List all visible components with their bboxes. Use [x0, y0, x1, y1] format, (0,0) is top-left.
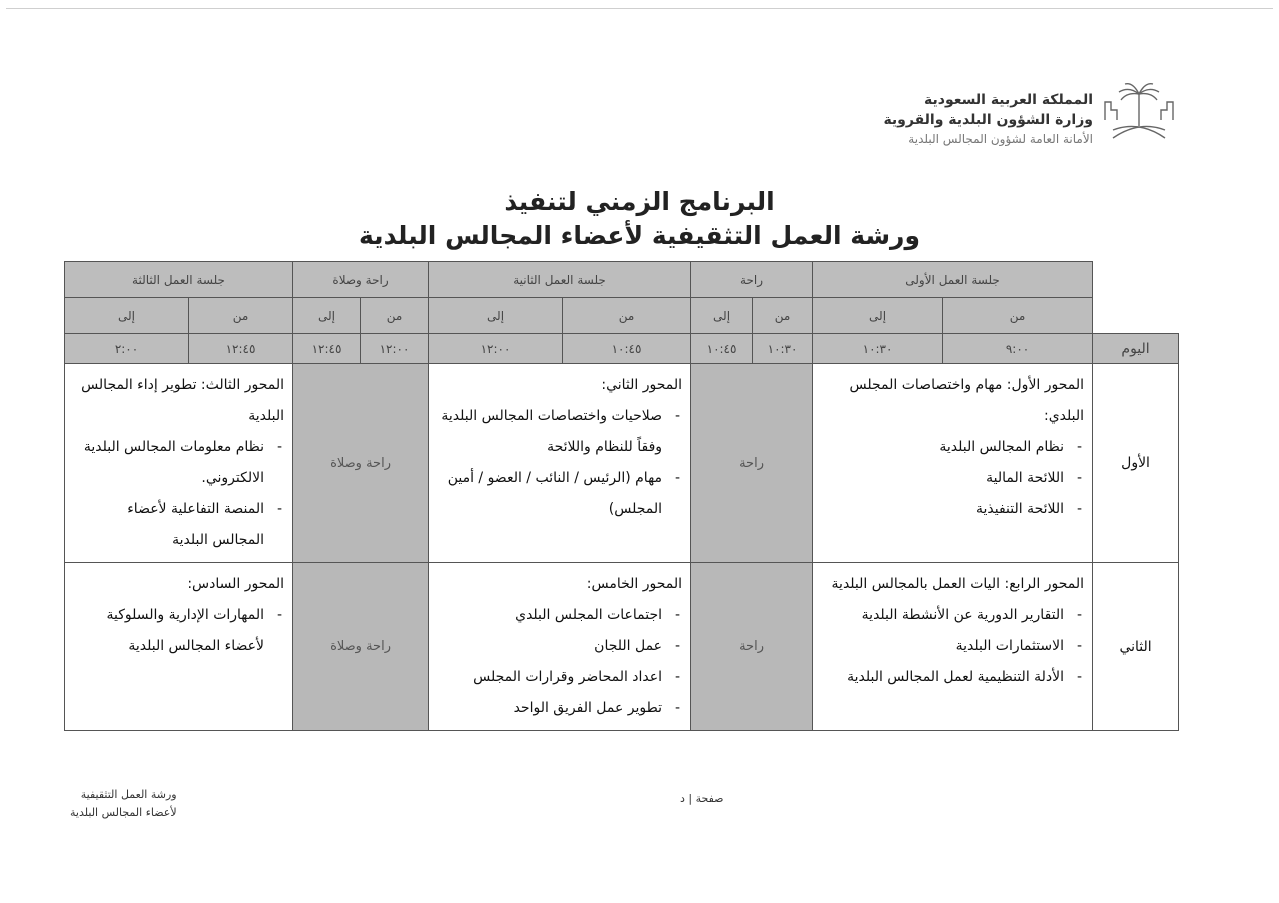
axis-title: المحور الرابع: اليات العمل بالمجالس البلدية	[831, 576, 1085, 592]
list-item: - مهام (الرئيس / النائب / العضو / أمين المجلس)	[437, 463, 662, 525]
session-1-cell	[813, 364, 1093, 563]
break-cell: راحة	[691, 364, 813, 563]
break-cell: راحة	[691, 563, 813, 731]
header-from: من	[361, 298, 429, 334]
session-3-cell	[65, 364, 293, 563]
footer-line-2: لأعضاء المجالس البلدية	[70, 806, 177, 819]
page-title	[0, 185, 1279, 253]
time-s1-from: ٩:٠٠	[943, 334, 1093, 364]
list-item: - المهارات الإدارية والسلوكية لأعضاء المجالس البلدية	[73, 600, 264, 662]
list-item: - اللائحة المالية	[821, 463, 1064, 494]
session-1-cell	[813, 563, 1093, 731]
list-item: - عمل اللجان	[437, 631, 662, 662]
table-row	[65, 364, 1179, 563]
header-session-3: جلسة العمل الثالثة	[65, 262, 293, 298]
time-s3-from: ١٢:٤٥	[189, 334, 293, 364]
top-rule	[6, 8, 1273, 9]
axis-title: المحور الثالث: تطوير إداء المجالس البلدية	[81, 377, 285, 424]
title-line-1: البرنامج الزمني لتنفيذ	[504, 187, 775, 216]
list-item: - نظام المجالس البلدية	[821, 432, 1064, 463]
day-label: الأول	[1093, 364, 1179, 563]
list-item: - اللائحة التنفيذية	[821, 494, 1064, 525]
header-day: اليوم	[1093, 334, 1179, 364]
prayer-break-cell: راحة وصلاة	[293, 563, 429, 731]
footer-workshop-name	[70, 786, 177, 822]
header-to: إلى	[691, 298, 753, 334]
axis-title: المحور الأول: مهام واختصاصات المجلس البلدي:	[849, 377, 1085, 424]
letterhead	[859, 80, 1179, 150]
time-b2-to: ١٢:٤٥	[293, 334, 361, 364]
header-from: من	[563, 298, 691, 334]
org-ministry: وزارة الشؤون البلدية والقروية	[883, 112, 1093, 128]
axis-title: المحور الثاني:	[601, 377, 683, 393]
header-session-1: جلسة العمل الأولى	[813, 262, 1093, 298]
blank-cell	[1093, 298, 1179, 334]
day-label: الثاني	[1093, 563, 1179, 731]
header-to: إلى	[65, 298, 189, 334]
session-3-cell	[65, 563, 293, 731]
footer-line-1: ورشة العمل التثقيفية	[80, 788, 177, 801]
time-b1-to: ١٠:٤٥	[691, 334, 753, 364]
prayer-break-cell: راحة وصلاة	[293, 364, 429, 563]
list-item: - الأدلة التنظيمية لعمل المجالس البلدية	[821, 662, 1064, 693]
header-break-2: راحة وصلاة	[293, 262, 429, 298]
header-session-2: جلسة العمل الثانية	[429, 262, 691, 298]
header-from: من	[943, 298, 1093, 334]
header-break-1: راحة	[691, 262, 813, 298]
time-b2-from: ١٢:٠٠	[361, 334, 429, 364]
title-line-2: ورشة العمل التثقيفية لأعضاء المجالس البلدية	[359, 221, 920, 250]
table-row	[65, 563, 1179, 731]
org-secretariat: الأمانة العامة لشؤون المجالس البلدية	[908, 132, 1093, 146]
time-s2-to: ١٢:٠٠	[429, 334, 563, 364]
time-s1-to: ١٠:٣٠	[813, 334, 943, 364]
session-2-cell	[429, 563, 691, 731]
schedule-table	[64, 261, 1179, 731]
list-item: - اجتماعات المجلس البلدي	[437, 600, 662, 631]
header-from: من	[189, 298, 293, 334]
time-s3-to: ٢:٠٠	[65, 334, 189, 364]
time-b1-from: ١٠:٣٠	[753, 334, 813, 364]
blank-cell	[1093, 262, 1179, 298]
org-country: المملكة العربية السعودية	[924, 92, 1093, 108]
time-s2-from: ١٠:٤٥	[563, 334, 691, 364]
palm-swords-emblem-icon	[1099, 80, 1179, 150]
header-to: إلى	[813, 298, 943, 334]
header-from: من	[753, 298, 813, 334]
page-number: صفحة | د	[680, 792, 724, 805]
list-item: - تطوير عمل الفريق الواحد	[437, 693, 662, 724]
axis-title: المحور الخامس:	[586, 576, 683, 592]
session-2-cell	[429, 364, 691, 563]
list-item: - الاستثمارات البلدية	[821, 631, 1064, 662]
axis-title: المحور السادس:	[187, 576, 285, 592]
list-item: - اعداد المحاضر وقرارات المجلس	[437, 662, 662, 693]
list-item: - صلاحيات واختصاصات المجالس البلدية وفقاً للنظام واللائحة	[437, 401, 662, 463]
list-item: - نظام معلومات المجالس البلدية الالكتروني.	[73, 432, 264, 494]
list-item: - المنصة التفاعلية لأعضاء المجالس البلدية	[73, 494, 264, 556]
list-item: - التقارير الدورية عن الأنشطة البلدية	[821, 600, 1064, 631]
header-to: إلى	[293, 298, 361, 334]
header-to: إلى	[429, 298, 563, 334]
